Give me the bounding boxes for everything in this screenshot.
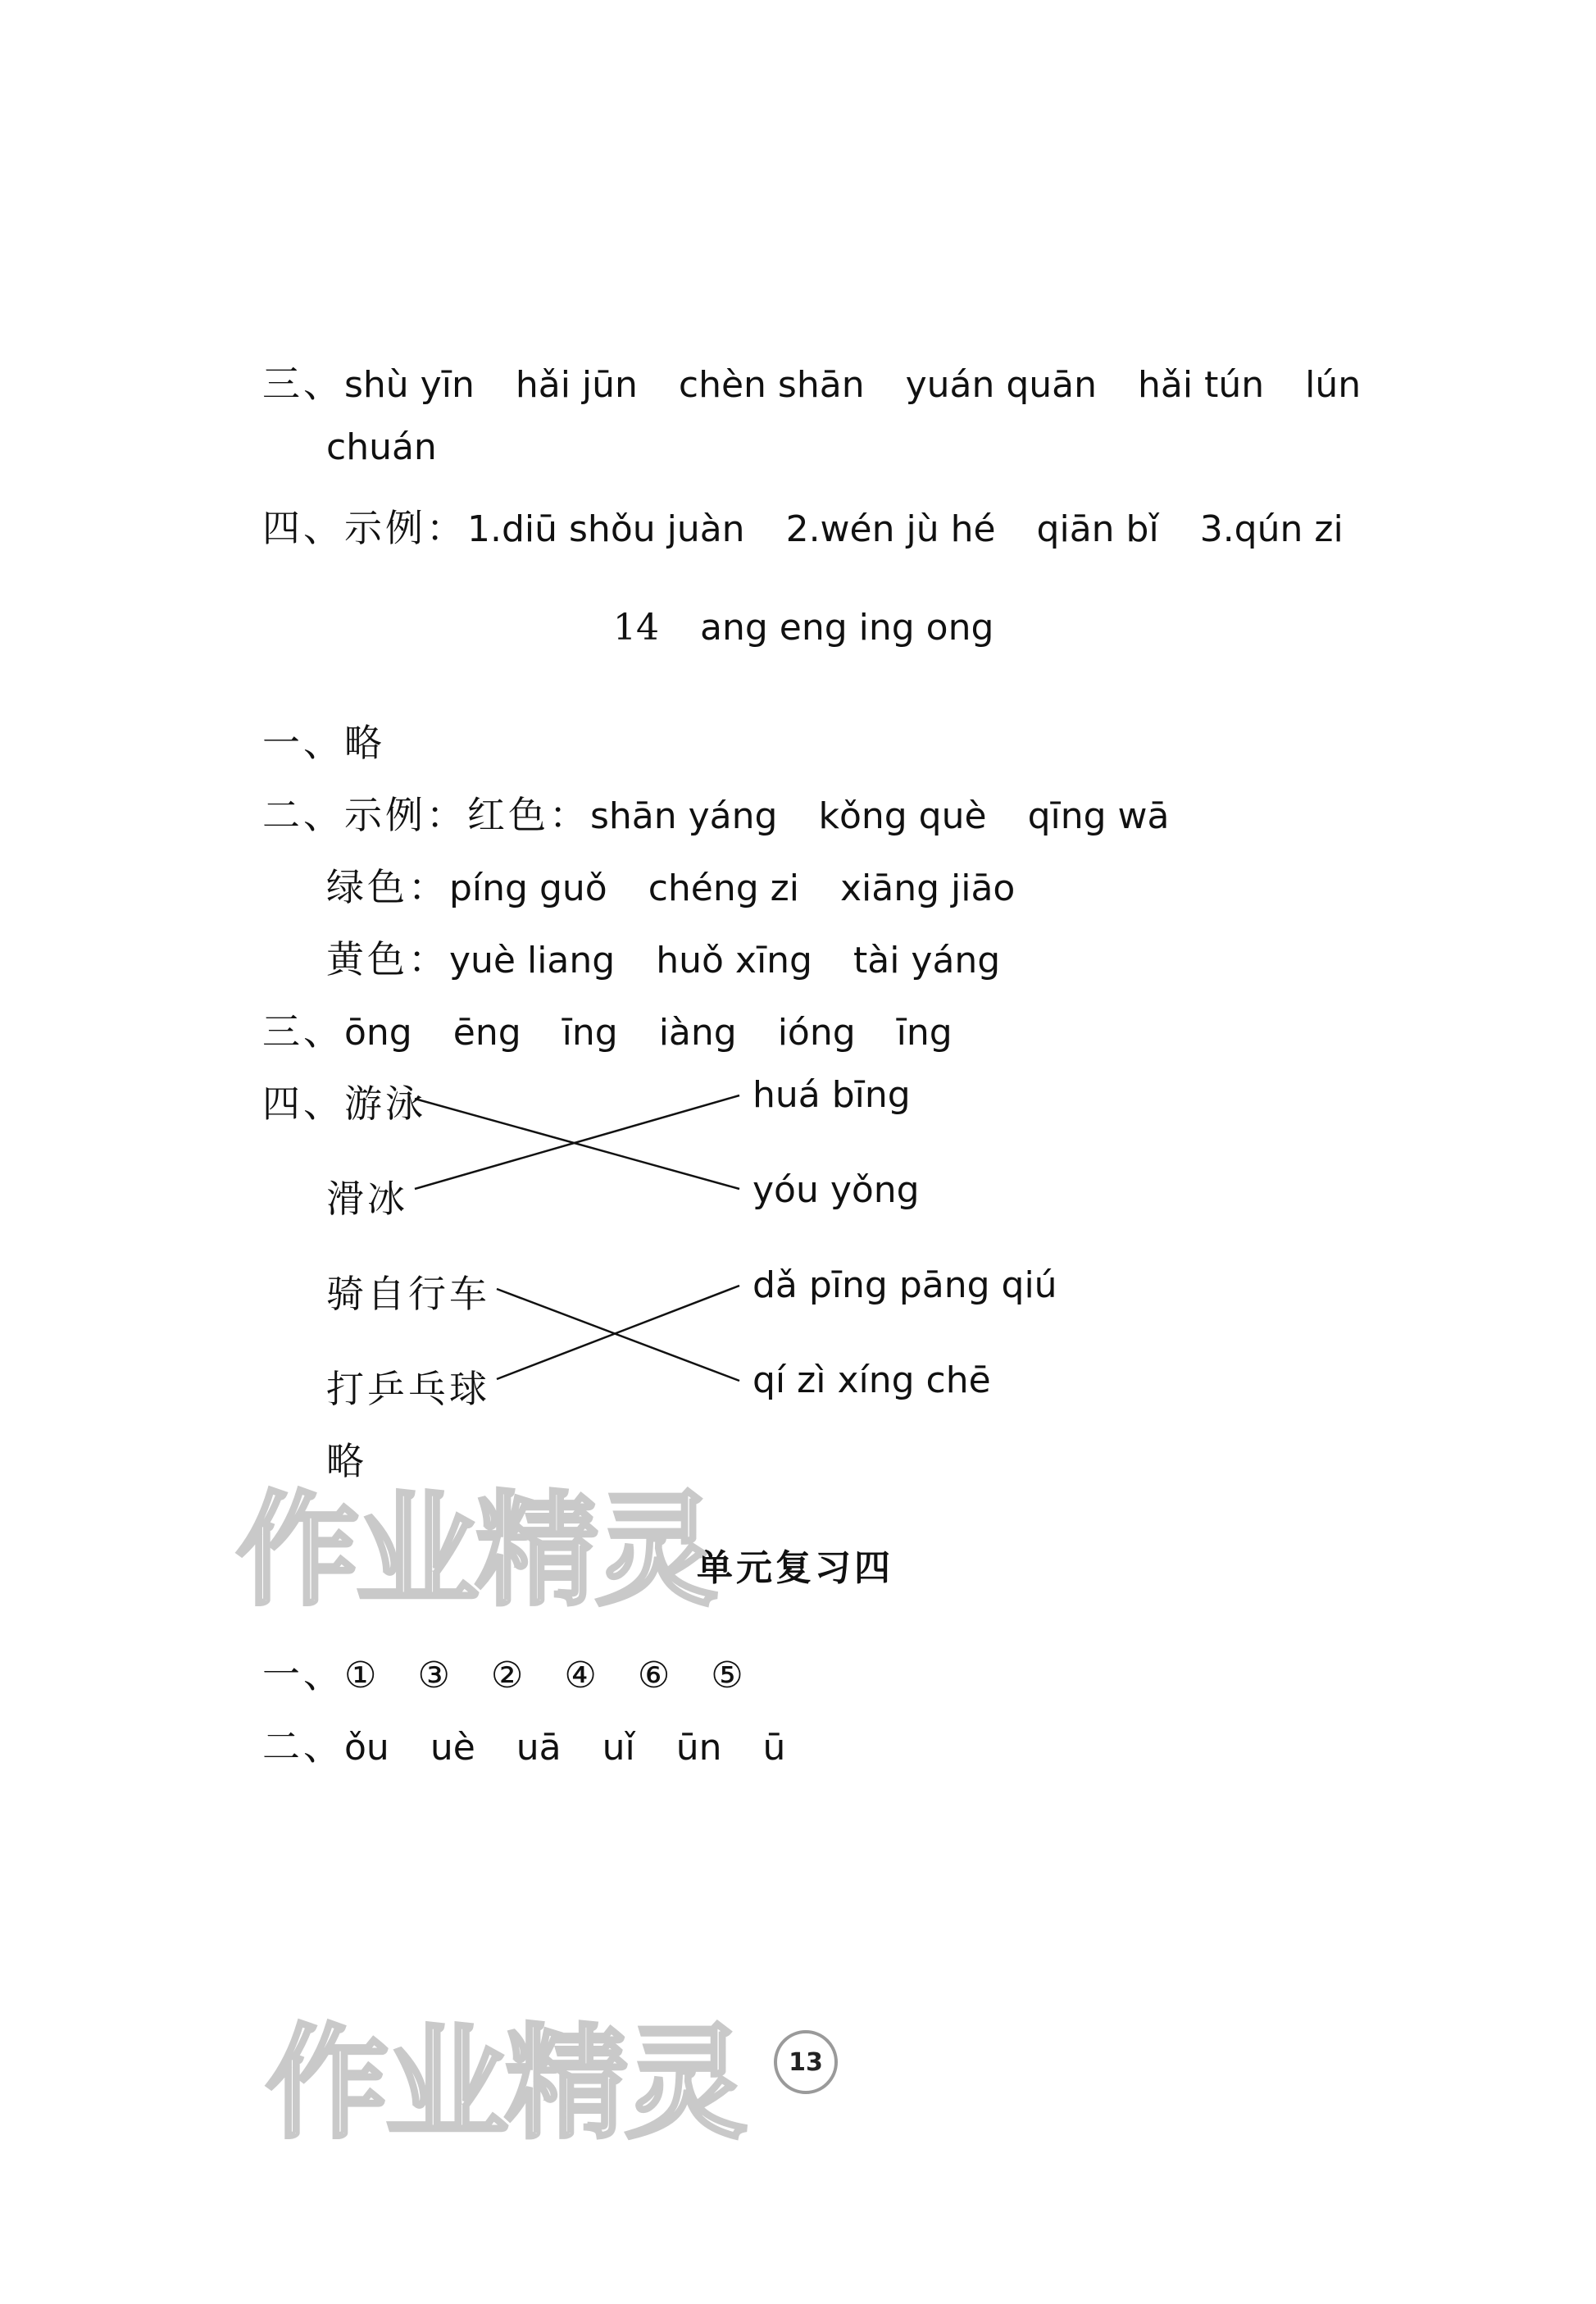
color-word: kǒng què bbox=[818, 795, 987, 837]
match-left-item: 打乒乓球 bbox=[326, 1367, 490, 1411]
sec4-item: 2.wén jù hé bbox=[785, 508, 996, 550]
watermark-logo: 作业精灵 bbox=[236, 1480, 716, 1623]
circled-number: ④ bbox=[564, 1655, 597, 1696]
color-word: qīng wā bbox=[1027, 795, 1170, 837]
l14-one-label: 一、 bbox=[262, 721, 344, 765]
match-line bbox=[497, 1289, 739, 1381]
color-word: yuè liang bbox=[449, 940, 616, 981]
circled-number: ⑥ bbox=[637, 1655, 671, 1696]
color-word: tài yáng bbox=[853, 940, 1001, 981]
l14-four-label: 四、 bbox=[262, 1081, 344, 1126]
rime: ū bbox=[762, 1727, 786, 1769]
l14-two-label: 二、示例： bbox=[262, 793, 467, 837]
circled-number: ① bbox=[344, 1655, 377, 1696]
match-line bbox=[497, 1286, 739, 1379]
match-right-text: dǎ pīng pāng qiú bbox=[753, 1264, 1057, 1306]
color-word: píng guǒ bbox=[449, 867, 607, 909]
rime: uǐ bbox=[602, 1727, 635, 1769]
sec4-item: 3.qún zi bbox=[1199, 508, 1344, 550]
color-label-yellow: 黄色： bbox=[326, 937, 449, 981]
rime: ūn bbox=[675, 1727, 722, 1769]
lesson-title: ang eng ing ong bbox=[700, 607, 994, 649]
sec3-word: yuán quān bbox=[905, 364, 1098, 406]
rime: ōng bbox=[344, 1012, 412, 1054]
sec3-cont: chuán bbox=[326, 426, 437, 468]
color-word: shān yáng bbox=[590, 795, 778, 837]
color-label-red: 红色： bbox=[467, 793, 590, 837]
sec3-label: 三、 bbox=[262, 362, 344, 406]
watermark-logo: 作业精灵 bbox=[266, 2013, 745, 2156]
review-title bbox=[697, 1538, 893, 1591]
match-left-item: 游泳 bbox=[344, 1081, 426, 1126]
rime: īng bbox=[896, 1012, 953, 1054]
review-two bbox=[262, 1717, 785, 1771]
review-title-text: 单元复习四 bbox=[697, 1547, 893, 1589]
color-word: xiāng jiāo bbox=[839, 867, 1016, 909]
review-one-label: 一、 bbox=[262, 1652, 344, 1696]
note-text: 略 bbox=[326, 1439, 367, 1483]
match-left-item: 骑自行车 bbox=[326, 1272, 490, 1316]
l14-one-text: 略 bbox=[344, 721, 385, 765]
page-number-badge bbox=[774, 2030, 838, 2094]
rime: iàng bbox=[658, 1012, 737, 1054]
rime: ióng bbox=[777, 1012, 856, 1054]
match-right-text: huá bīng bbox=[753, 1074, 911, 1116]
sec4-item: qiān bǐ bbox=[1036, 508, 1159, 550]
circled-number: ③ bbox=[417, 1655, 450, 1696]
color-label-green: 绿色： bbox=[326, 865, 449, 909]
rime: īng bbox=[562, 1012, 618, 1054]
color-word: chéng zi bbox=[648, 867, 799, 909]
sec4-item: 1.diū shǒu juàn bbox=[467, 508, 745, 550]
sec4-label: 四、示例： bbox=[262, 506, 467, 550]
match-right-text: qí zì xíng chē bbox=[753, 1359, 991, 1401]
sec3-word: hǎi tún bbox=[1138, 364, 1265, 406]
color-word: huǒ xīng bbox=[656, 940, 812, 981]
rime: ēng bbox=[452, 1012, 521, 1054]
lesson-number: 14 bbox=[613, 607, 659, 649]
review-two-label: 二、 bbox=[262, 1724, 344, 1769]
sec3-word: lún bbox=[1305, 364, 1362, 406]
page-number: 13 bbox=[789, 2047, 823, 2077]
sec3-word: shù yīn bbox=[344, 364, 475, 406]
circled-number: ⑤ bbox=[711, 1655, 743, 1696]
sec3-word: chèn shān bbox=[678, 364, 865, 406]
rime: uè bbox=[430, 1727, 475, 1769]
rime: uā bbox=[516, 1727, 562, 1769]
rime: ǒu bbox=[344, 1727, 389, 1769]
sec3-word: hǎi jūn bbox=[515, 364, 638, 406]
match-right-text: yóu yǒng bbox=[753, 1169, 920, 1211]
l14-three-label: 三、 bbox=[262, 1009, 344, 1054]
match-left-item: 滑冰 bbox=[326, 1177, 408, 1221]
review-one bbox=[262, 1645, 743, 1699]
circled-number: ② bbox=[490, 1655, 524, 1696]
